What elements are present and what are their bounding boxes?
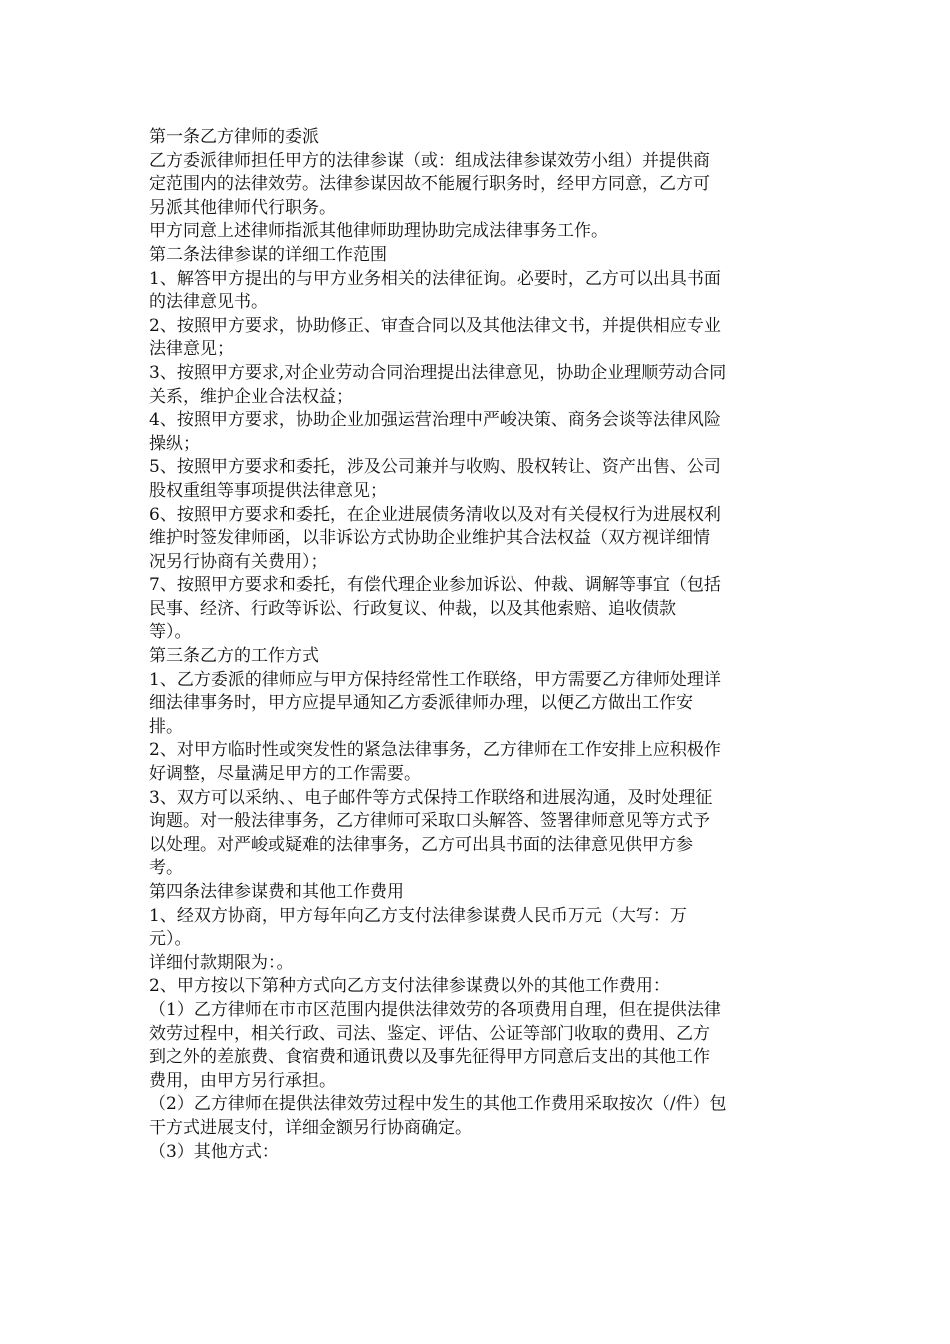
- text-line: 的法律意见书。: [149, 292, 268, 313]
- text-line: 2、甲方按以下第种方式向乙方支付法律参谋费以外的其他工作费用：: [149, 976, 670, 997]
- text-line: 到之外的差旅费、食宿费和通讯费以及事先征得甲方同意后支出的其他工作: [149, 1047, 710, 1068]
- text-line: 民事、经济、行政等诉讼、行政复议、仲裁，以及其他索赔、追收债款: [149, 598, 676, 619]
- text-line: 询题。对一般法律事务，乙方律师可采取口头解答、签署律师意见等方式予: [149, 811, 710, 832]
- text-line: 甲方同意上述律师指派其他律师助理协助完成法律事务工作。: [149, 221, 608, 242]
- text-line: （2）乙方律师在提供法律效劳过程中发生的其他工作费用采取按次（/件）包: [149, 1094, 727, 1115]
- text-line: 费用，由甲方另行承担。: [149, 1070, 336, 1091]
- text-line: 6、按照甲方要求和委托，在企业进展债务清收以及对有关侵权行为进展权利: [149, 504, 721, 525]
- text-line: 元）。: [149, 929, 192, 950]
- text-line: 2、对甲方临时性或突发性的紧急法律事务，乙方律师在工作安排上应积极作: [149, 740, 721, 761]
- text-line: 2、按照甲方要求，协助修正、审查合同以及其他法律文书，并提供相应专业: [149, 315, 721, 336]
- text-line: 3、按照甲方要求,对企业劳动合同治理提出法律意见，协助企业理顺劳动合同: [149, 362, 727, 383]
- text-line: 况另行协商有关费用）；: [149, 551, 328, 572]
- text-line: 排。: [149, 716, 183, 737]
- text-line: 3、双方可以采纳、、电子邮件等方式保持工作联络和进展沟通，及时处理征: [149, 787, 713, 808]
- text-line: 关系，维护企业合法权益；: [149, 386, 353, 407]
- text-line: 4、按照甲方要求，协助企业加强运营治理中严峻决策、商务会谈等法律风险: [149, 410, 721, 431]
- text-line: 考。: [149, 858, 183, 879]
- text-line: 干方式进展支付，详细金额另行协商确定。: [149, 1117, 472, 1138]
- text-line: 以处理。对严峻或疑难的法律事务，乙方可出具书面的法律意见供甲方参: [149, 834, 693, 855]
- text-line: 另派其他律师代行职务。: [149, 197, 336, 218]
- text-line: 定范围内的法律效劳。法律参谋因故不能履行职务时，经甲方同意，乙方可: [149, 174, 710, 195]
- text-line: 5、按照甲方要求和委托，涉及公司兼并与收购、股权转让、资产出售、公司: [149, 457, 721, 478]
- text-line: 1、乙方委派的律师应与甲方保持经常性工作联络，甲方需要乙方律师处理详: [149, 669, 721, 690]
- text-line: 股权重组等事项提供法律意见；: [149, 480, 387, 501]
- text-line: 乙方委派律师担任甲方的法律参谋（或：组成法律参谋效劳小组）并提供商: [149, 150, 710, 171]
- text-line: 好调整，尽量满足甲方的工作需要。: [149, 764, 421, 785]
- text-line: 操纵；: [149, 433, 200, 454]
- text-line: 等）。: [149, 622, 192, 643]
- text-line: 1、经双方协商，甲方每年向乙方支付法律参谋费人民币万元（大写：万: [149, 905, 687, 926]
- text-line: 法律意见；: [149, 339, 234, 360]
- text-line: 细法律事务时，甲方应提早通知乙方委派律师办理，以便乙方做出工作安: [149, 693, 693, 714]
- text-line: 详细付款期限为：。: [149, 952, 294, 973]
- article-1-heading: 第一条乙方律师的委派: [149, 127, 319, 147]
- text-line: 维护时签发律师函，以非诉讼方式协助企业维护其合法权益（双方视详细情: [149, 528, 710, 549]
- article-3-heading: 第三条乙方的工作方式: [149, 646, 319, 667]
- text-line: 1、解答甲方提出的与甲方业务相关的法律征询。必要时，乙方可以出具书面: [149, 268, 721, 289]
- text-line: 7、按照甲方要求和委托，有偿代理企业参加诉讼、仲裁、调解等事宜（包括: [149, 575, 721, 596]
- text-line: 效劳过程中，相关行政、司法、鉴定、评估、公证等部门收取的费用、乙方: [149, 1023, 710, 1044]
- text-line: （1）乙方律师在市市区范围内提供法律效劳的各项费用自理，但在提供法律: [149, 999, 721, 1020]
- article-4-heading: 第四条法律参谋费和其他工作费用: [149, 882, 404, 902]
- document-page: [149, 126, 799, 1164]
- text-line: （3）其他方式：: [149, 1141, 279, 1162]
- article-2-heading: 第二条法律参谋的详细工作范围: [149, 244, 387, 265]
